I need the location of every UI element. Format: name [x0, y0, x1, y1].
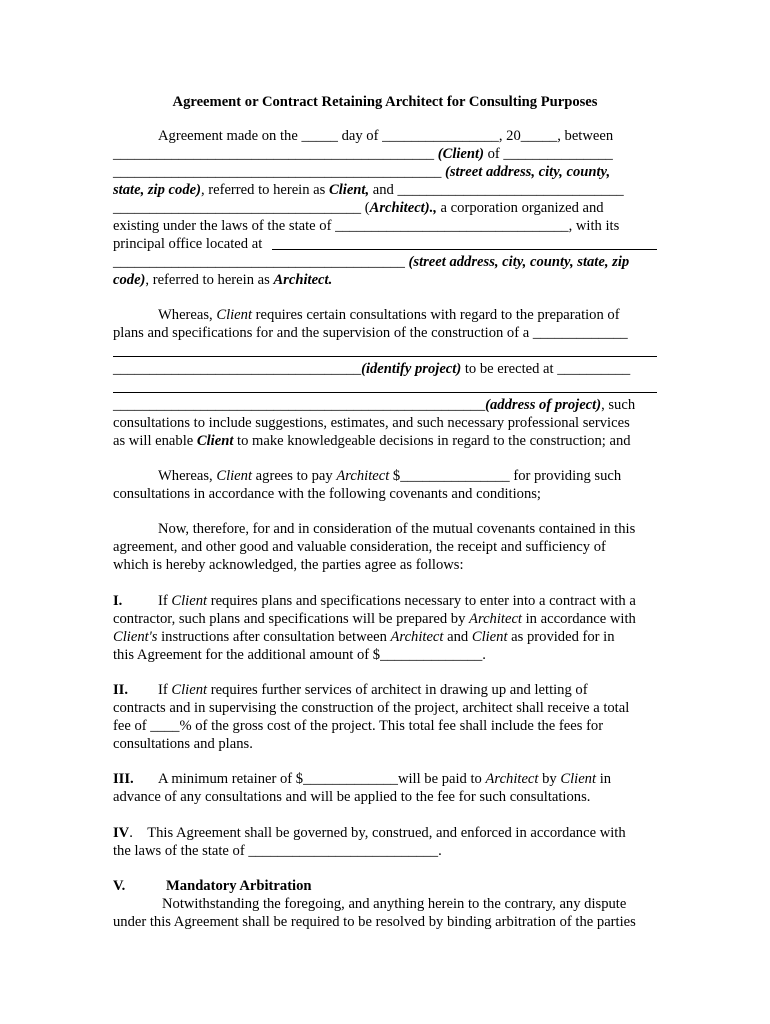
- nowtherefore-line-2: agreement, and other good and valuable consideration, the receipt and sufficiency of: [113, 539, 606, 555]
- section-5-heading: Mandatory Arbitration: [166, 878, 312, 894]
- intro-line-8: ________________________________________ (street address, city, county, state, zip: [113, 254, 630, 270]
- section-3-line-2: advance of any consultations and will be applied to the fee for such consultations.: [113, 789, 591, 805]
- whereas1-line-4: __________________________________(identify project) to be erected at __________: [113, 361, 631, 377]
- whereas1-line-1: Whereas, Client requires certain consultations with regard to the preparation of: [158, 307, 620, 323]
- intro-line-4: state, zip code), referred to herein as Client, and _______________________________: [113, 182, 624, 198]
- whereas1-line-8: as will enable Client to make knowledgeable decisions in regard to the construction; and: [113, 433, 631, 449]
- blank-line: [113, 392, 657, 393]
- section-2-line-2: contracts and in supervising the construction of the project, architect shall receive a total: [113, 700, 630, 716]
- section-2-number: II.: [113, 682, 129, 698]
- intro-line-1: Agreement made on the _____ day of ________________, 20_____, between: [158, 128, 614, 144]
- document-title: Agreement or Contract Retaining Architect for Consulting Purposes: [172, 94, 598, 110]
- section-5-line-1: Notwithstanding the foregoing, and anything herein to the contrary, any dispute: [162, 896, 627, 912]
- blank-line: [272, 249, 657, 250]
- section-2-line-4: consultations and plans.: [113, 736, 253, 752]
- intro-line-2: ____________________________________________ (Client) of _______________: [113, 146, 613, 162]
- section-4-line-2: the laws of the state of __________________________.: [113, 843, 442, 859]
- section-1-line-1: If Client requires plans and specifications necessary to enter into a contract with a: [158, 593, 636, 609]
- section-4-line-1: IV. This Agreement shall be governed by, construed, and enforced in accordance with: [113, 825, 626, 841]
- section-2-line-1: If Client requires further services of architect in drawing up and letting of: [158, 682, 588, 698]
- intro-line-3: _____________________________________________ (street address, city, county,: [113, 164, 611, 180]
- whereas1-line-2: plans and specifications for and the supervision of the construction of a _____________: [113, 325, 628, 341]
- intro-line-9: code), referred to herein as Architect.: [113, 272, 333, 288]
- intro-line-6: existing under the laws of the state of ________________________________, with its: [113, 218, 620, 234]
- section-5-number: V.: [113, 878, 126, 894]
- section-1-line-2: contractor, such plans and specifications will be prepared by Architect in accordance with: [113, 611, 636, 627]
- whereas1-line-6: ___________________________________________________(address of project), such: [113, 397, 636, 413]
- section-5-line-2: under this Agreement shall be required to be resolved by binding arbitration of the parties: [113, 914, 636, 930]
- section-4-number: IV: [113, 825, 130, 841]
- section-3-line-1: A minimum retainer of $_____________will be paid to Architect by Client in: [158, 771, 612, 787]
- section-2-line-3: fee of ____% of the gross cost of the project. This total fee shall include the fees for: [113, 718, 604, 734]
- nowtherefore-line-3: which is hereby acknowledged, the parties agree as follows:: [113, 557, 464, 573]
- whereas2-line-2: consultations in accordance with the following covenants and conditions;: [113, 486, 541, 502]
- whereas1-line-7: consultations to include suggestions, estimates, and such necessary professional services: [113, 415, 630, 431]
- section-1-line-3: Client's instructions after consultation between Architect and Client as provided for in: [113, 629, 615, 645]
- nowtherefore-line-1: Now, therefore, for and in consideration of the mutual covenants contained in this: [158, 521, 636, 537]
- blank-line: [113, 356, 657, 357]
- section-1-line-4: this Agreement for the additional amount of $______________.: [113, 647, 486, 663]
- whereas2-line-1: Whereas, Client agrees to pay Architect $_______________ for providing such: [158, 468, 622, 484]
- section-3-number: III.: [113, 771, 134, 787]
- intro-line-5: __________________________________ (Architect)., a corporation organized and: [113, 200, 604, 216]
- section-1-number: I.: [113, 593, 123, 609]
- intro-line-7: principal office located at: [113, 236, 263, 252]
